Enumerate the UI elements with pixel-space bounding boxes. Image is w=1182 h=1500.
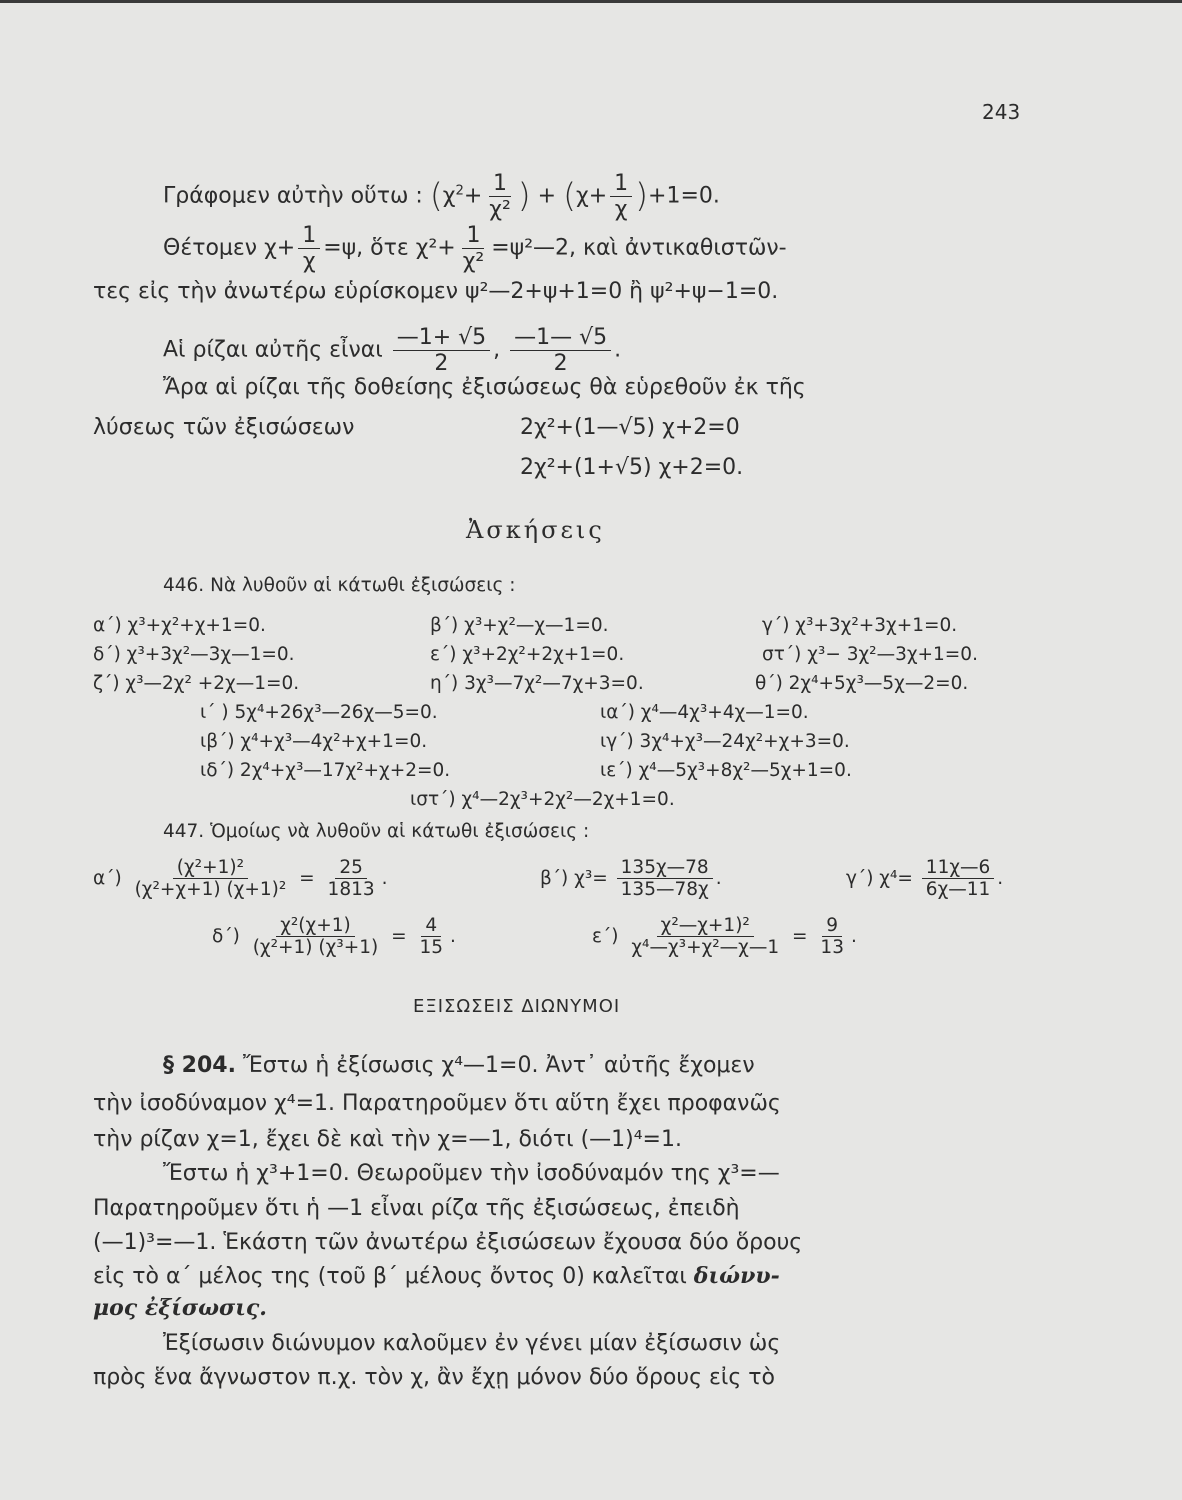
ex446-r5-a: ιβ΄) χ⁴+χ³—4χ²+χ+1=0. xyxy=(200,731,428,752)
ex447-d-lhs-fraction: $\frac{\text{χ²(χ+1)}}{\text{(χ²+1) (χ³+1)}}$ xyxy=(252,915,379,959)
ex447-a-rhs-fraction: $\frac{25}{1813}$ xyxy=(327,857,375,901)
intro-line-1-text: Γράφομεν αὐτὴν οὕτω : xyxy=(163,183,423,209)
ex446-r1-c: γ΄) χ³+3χ²+3χ+1=0. xyxy=(762,615,958,636)
s204-line-1: § 204. Ἔστω ἡ ἐξίσωσις χ⁴—1=0. Ἀντ᾽ αὐτῆς ἔχομεν xyxy=(163,1053,755,1078)
ex446-r1-b: β΄) χ³+χ²—χ—1=0. xyxy=(430,615,609,636)
s204-line-6: (—1)³=—1. Ἑκάστη τῶν ἀνωτέρω ἐξισώσεων ἔχουσα δύο ὅρους xyxy=(93,1230,803,1255)
s204-line-9: Ἐξίσωσιν διώνυμον καλοῦμεν ἐν γένει μίαν ἐξίσωσιν ὡς xyxy=(163,1331,781,1356)
defined-term-part-1: διώνυ- xyxy=(693,1263,780,1289)
paren-close-1: ) xyxy=(517,175,531,215)
exercises-heading: Ἀσκήσεις xyxy=(466,516,605,544)
ex446-r2-b: ε΄) χ³+2χ²+2χ+1=0. xyxy=(430,644,625,665)
ex446-r5-b: ιγ΄) 3χ⁴+χ³—24χ²+χ+3=0. xyxy=(600,731,850,752)
equation-2: 2χ²+(1+√5) χ+2=0. xyxy=(520,455,744,480)
intro-line-4: Αἱ ρίζαι αὐτῆς εἶναι $\frac{—1+ √5}{2}$ , $\frac{—1— √5}{2}$ . xyxy=(163,325,622,377)
ex446-title: 446. Νὰ λυθοῦν αἱ κάτωθι ἐξισώσεις : xyxy=(163,575,516,596)
ex447-a-lhs-fraction: $\frac{\text{(χ²+1)²}}{\text{(χ²+χ+1) (χ+1)²}}$ xyxy=(134,857,287,901)
s204-line-10: πρὸς ἕνα ἄγνωστον π.χ. τὸν χ, ἂν ἔχῃ μόνον δύο ὅρους εἰς τὸ xyxy=(93,1365,775,1390)
ex446-r1-a: α΄) χ³+χ²+χ+1=0. xyxy=(93,615,266,636)
ex446-r3-b: η΄) 3χ³—7χ²—7χ+3=0. xyxy=(430,673,644,694)
s204-line-2: τὴν ἰσοδύναμον χ⁴=1. Παρατηροῦμεν ὅτι αὕτη ἔχει προφανῶς xyxy=(93,1091,781,1116)
s204-line-3: τὴν ρίζαν χ=1, ἔχει δὲ καὶ τὴν χ=—1, διότι (—1)⁴=1. xyxy=(93,1127,682,1152)
ex446-r3-c: θ΄) 2χ⁴+5χ³—5χ—2=0. xyxy=(755,673,969,694)
s204-line-4: Ἔστω ἡ χ³+1=0. Θεωροῦμεν τὴν ἰσοδύναμόν της χ³=— xyxy=(163,1161,780,1186)
fraction-1-over-x: $\frac{1}{\chi}$ xyxy=(610,172,632,221)
ex447-b-fraction: $\frac{135\chi—78}{135—78\chi}$ xyxy=(617,858,713,900)
root-fraction-2: $\frac{—1— √5}{2}$ xyxy=(510,326,611,375)
fraction-substitution-1: $\frac{1}{\chi}$ xyxy=(298,224,320,273)
ex447-d-rhs-fraction: $\frac{4}{15}$ xyxy=(419,915,444,959)
root-fraction-1: $\frac{—1+ √5}{2}$ xyxy=(393,326,490,375)
ex447-b: β΄) χ³= $\frac{135\chi—78}{135—78\chi}$ . xyxy=(540,857,722,901)
intro-line-5: Ἄρα αἱ ρίζαι τῆς δοθείσης ἐξισώσεως θὰ εὑρεθοῦν ἐκ τῆς xyxy=(163,375,806,400)
equation-1: 2χ²+(1—√5) χ+2=0 xyxy=(520,415,740,440)
page-number: 243 xyxy=(982,100,1021,124)
s204-line-7: εἰς τὸ α΄ μέλος της (τοῦ β΄ μέλους ὄντος 0) καλεῖται διώνυ- xyxy=(93,1263,780,1289)
page-top-edge xyxy=(0,0,1182,3)
ex447-e-lhs-fraction: $\frac{\text{χ²—χ+1)²}}{\text{χ⁴—χ³+χ²—χ—1}}$ xyxy=(631,915,780,959)
section-title: ΕΞΙΣΩΣΕΙΣ ΔΙΩΝΥΜΟΙ xyxy=(413,996,621,1017)
ex447-a: α΄) $\frac{\text{(χ²+1)²}}{\text{(χ²+χ+1) (χ+1)²}}$ = $\frac{25}{1813}$ . xyxy=(93,857,388,901)
intro-line-2: Θέτομεν χ+ $\frac{1}{\chi}$ =ψ, ὅτε χ²+ $\frac{1}{\text{χ²}}$ =ψ²—2, καὶ ἀντικαθιστῶν- xyxy=(163,223,787,275)
ex447-c-fraction: $\frac{11\chi—6}{6\chi—11}$ xyxy=(922,858,995,900)
ex447-d: δ΄) $\frac{\text{χ²(χ+1)}}{\text{(χ²+1) (χ³+1)}}$ = $\frac{4}{15}$ . xyxy=(212,915,456,959)
intro-line-3: τες εἰς τὴν ἀνωτέρω εὑρίσκομεν ψ²—2+ψ+1=0 ἢ ψ²+ψ−1=0. xyxy=(93,279,779,304)
ex447-c: γ΄) χ⁴= $\frac{11\chi—6}{6\chi—11}$ . xyxy=(846,857,1004,901)
ex446-r6-b: ιε΄) χ⁴—5χ³+8χ²—5χ+1=0. xyxy=(600,760,852,781)
ex446-r7: ιστ΄) χ⁴—2χ³+2χ²—2χ+1=0. xyxy=(410,789,675,810)
ex447-title: 447. Ὁμοίως νὰ λυθοῦν αἱ κάτωθι ἐξισώσεις : xyxy=(163,821,590,842)
paren-open-1: ( xyxy=(429,175,443,215)
s204-line-5: Παρατηροῦμεν ὅτι ἡ —1 εἶναι ρίζα τῆς ἐξισώσεως, ἐπειδὴ xyxy=(93,1196,740,1221)
ex447-e-rhs-fraction: $\frac{9}{13}$ xyxy=(820,915,844,959)
ex446-r3-a: ζ΄) χ³—2χ² +2χ—1=0. xyxy=(93,673,300,694)
defined-term-part-2: μος ἐξίσωσις. xyxy=(93,1295,267,1321)
fraction-1-over-x2: $\frac{1}{\text{χ²}}$ xyxy=(489,171,511,223)
ex446-r2-a: δ΄) χ³+3χ²—3χ—1=0. xyxy=(93,644,295,665)
fraction-substitution-2: $\frac{1}{\text{χ²}}$ xyxy=(462,223,485,275)
intro-line-1: Γράφομεν αὐτὴν οὕτω : ($\chi^2+$ $\frac{1}{\text{χ²}}$ ) + (χ+ $\frac{1}{\chi}$ )+1=0. xyxy=(163,171,720,223)
ex446-r2-c: στ΄) χ³− 3χ²—3χ+1=0. xyxy=(762,644,978,665)
ex447-e: ε΄) $\frac{\text{χ²—χ+1)²}}{\text{χ⁴—χ³+χ²—χ—1}}$ = $\frac{9}{13}$ . xyxy=(592,915,857,959)
ex446-r6-a: ιδ΄) 2χ⁴+χ³—17χ²+χ+2=0. xyxy=(200,760,451,781)
ex446-r4-b: ια΄) χ⁴—4χ³+4χ—1=0. xyxy=(600,702,809,723)
paragraph-number: § 204. xyxy=(163,1053,236,1078)
ex446-r4-a: ι΄ ) 5χ⁴+26χ³—26χ—5=0. xyxy=(200,702,438,723)
intro-line-6: λύσεως τῶν ἐξισώσεων xyxy=(93,415,355,440)
